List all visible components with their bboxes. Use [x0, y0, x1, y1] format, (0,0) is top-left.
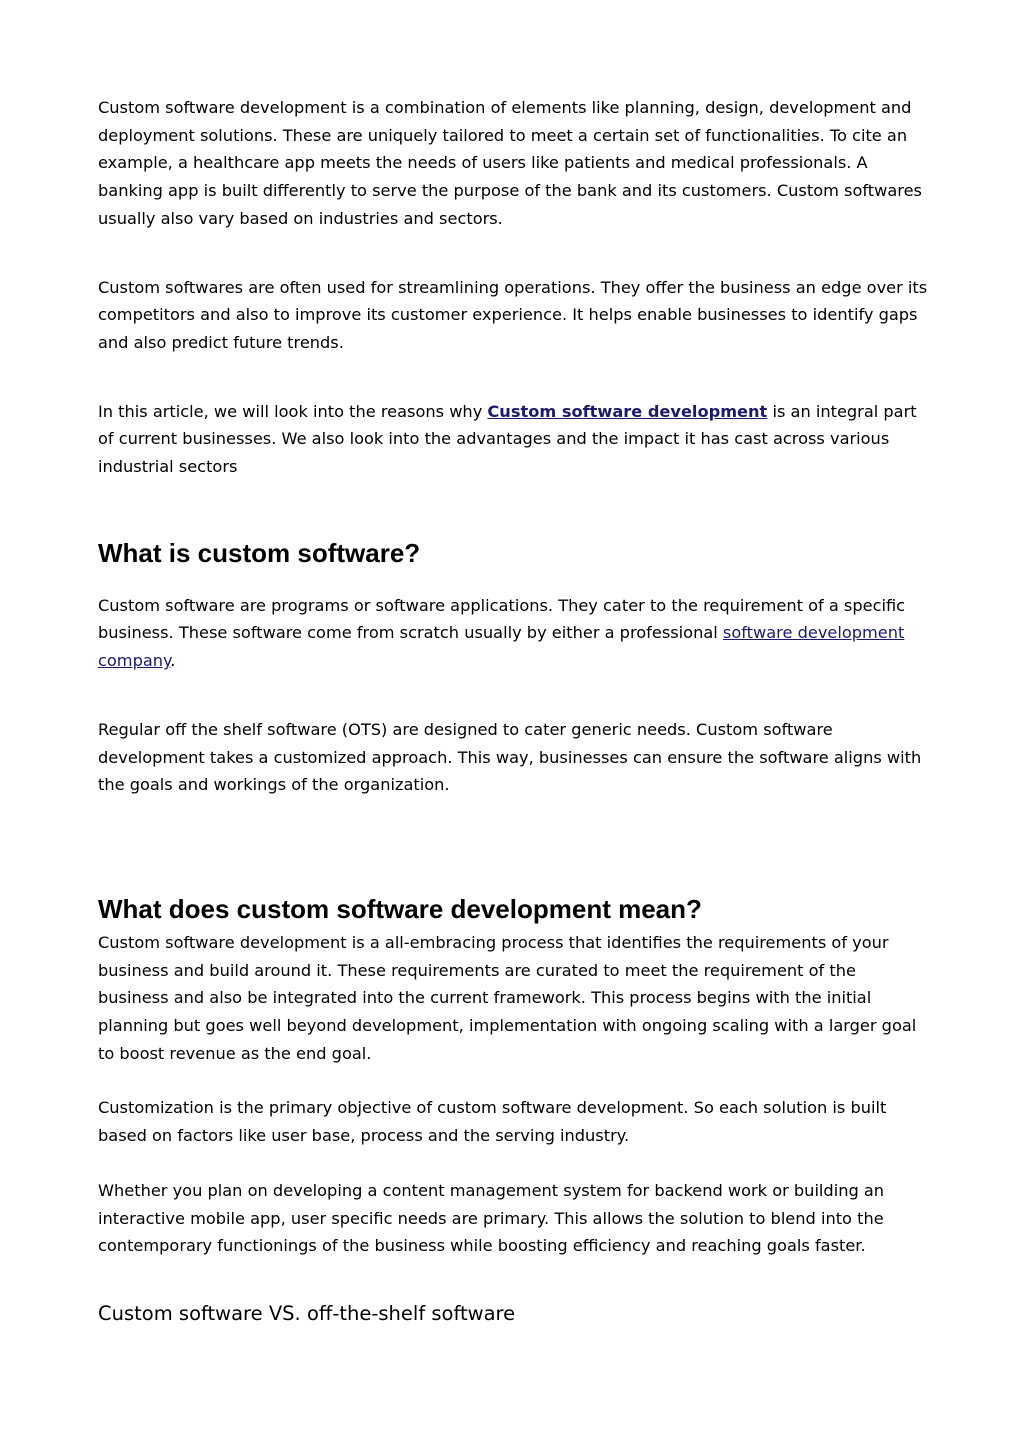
document-page — [98, 94, 930, 1328]
heading-what-does-custom-software-development-mean: What does custom software development mean? — [98, 893, 702, 924]
heading-what-is-custom-software: What is custom software? — [98, 537, 421, 568]
section1-paragraph-1-text-end: . — [170, 651, 176, 671]
intro-paragraph-3-text-end: is an integral part of current businesses. We also look into the advantages and the impact it has cast across various industrial sectors — [98, 401, 917, 477]
heading-custom-vs-off-the-shelf: Custom software VS. off-the-shelf software — [98, 1301, 516, 1325]
section1-paragraph-1 — [98, 592, 930, 675]
section1-paragraph-1-text-start: Custom software are programs or software applications. They cater to the requirement of a specific business. These software come from scratch usually by either a professional — [98, 595, 906, 643]
section2-paragraph-2: Customization is the primary objective of custom software development. So each solution is built based on factors like user base, process and the serving industry. — [98, 1098, 887, 1146]
intro-paragraph-2: Custom softwares are often used for streamlining operations. They offer the business an edge over its competitors and also to improve its customer experience. It helps enable businesses to identify gaps and also predict future trends. — [98, 277, 928, 352]
section2-paragraph-1: Custom software development is a all-embracing process that identifies the requirements of your business and build around it. These requirements are curated to meet the requirement of the business and also be integrated into the current framework. This process begins with the initial planning but goes well beyond development, implementation with ongoing scaling with a larger goal to boost revenue as the end goal. — [98, 932, 917, 1063]
intro-paragraph-1: Custom software development is a combination of elements like planning, design, development and deployment solutions. These are uniquely tailored to meet a certain set of functionalities. To cite an example, a healthcare app meets the needs of users like patients and medical professionals. A banking app is built differently to serve the purpose of the bank and its customers. Custom softwares usually also vary based on industries and sectors. — [98, 98, 922, 228]
section1-paragraph-2: Regular off the shelf software (OTS) are designed to cater generic needs. Custom software development takes a customized approach. This way, businesses can ensure the software aligns with the goals and workings of the organization. — [98, 719, 922, 795]
intro-paragraph-3-text-start: In this article, we will look into the reasons why — [98, 401, 488, 421]
section2-paragraph-3: Whether you plan on developing a content management system for backend work or building an interactive mobile app, user specific needs are primary. This allows the solution to blend into the contemporary functionings of the business while boosting efficiency and reaching goals faster. — [98, 1180, 885, 1256]
software-development-company-link[interactable]: software development company — [98, 623, 905, 671]
intro-paragraph-3 — [98, 398, 930, 481]
custom-software-development-link[interactable]: Custom software development — [487, 401, 768, 421]
